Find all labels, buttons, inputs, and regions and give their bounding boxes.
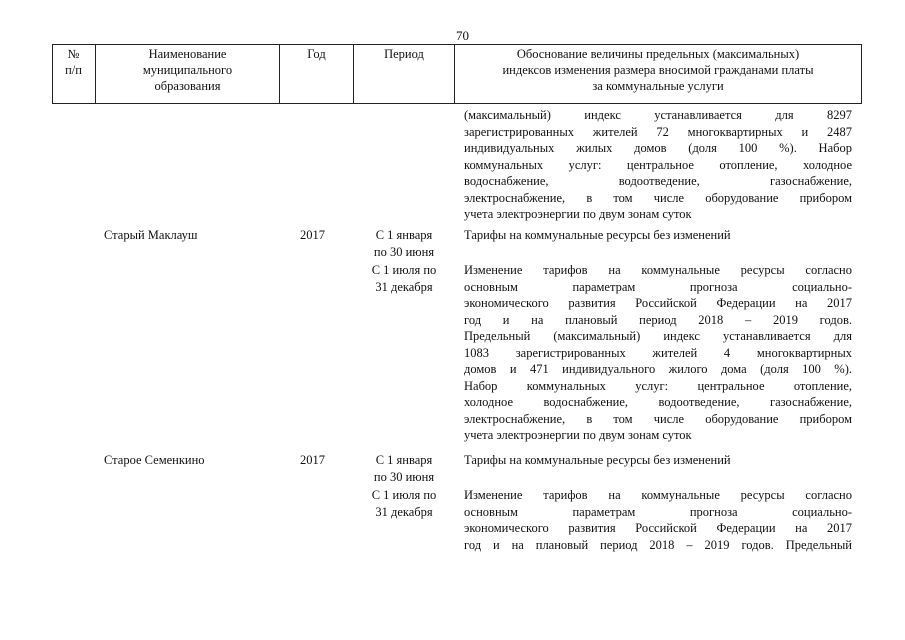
row-period-second-half: С 1 июля по 31 декабря — [371, 263, 437, 294]
header-top-border — [52, 44, 862, 45]
header-justification: Обоснование величины предельных (максимальных) индексов изменения размера вносимой гражданами платы за коммунальные услуги — [502, 47, 814, 93]
row-tariff-unchanged: Тарифы на коммунальные ресурсы без изменений — [464, 228, 731, 242]
row-year: 2017 — [300, 453, 325, 467]
row-municipality-name: Старое Семенкино — [104, 453, 205, 467]
header-period: Период — [384, 47, 424, 61]
row-justification-text: Изменение тарифов на коммунальные ресурсы согласно основным параметрам прогноза социально- экономического развития Российской Федерации на 2017 год и на плановый период 2018 – 2019 годов. Предельный (максимальный) индекс устанавливается для 1083 зарегистрированных жителей 4 многоквартирных домов и 471 индивидуального жилого дома (доля 100 %). Набор коммунальных услуг: центральное отопление, холодное водоснабжение, водоотведение, газоснабжение, электроснабжение, в том числе оборудование прибором учета электроэнергии по двум зонам суток — [464, 263, 852, 442]
header-municipality: Наименование муниципального образования — [142, 47, 233, 93]
page-number: 70 — [456, 28, 469, 43]
header-year: Год — [307, 47, 326, 61]
row-period-first-half: С 1 января по 30 июня — [373, 453, 435, 484]
table-header — [52, 44, 862, 104]
row-municipality-name: Старый Маклауш — [104, 228, 198, 242]
header-number: № п/п — [65, 47, 82, 77]
row-period-second-half: С 1 июля по 31 декабря — [371, 488, 437, 519]
row-year: 2017 — [300, 228, 325, 242]
continuation-text: (максимальный) индекс устанавливается для 8297 зарегистрированных жителей 72 многоквартирных и 2487 индивидуальных жилых домов (доля 100 %). Набор коммунальных услуг: центральное отопление, холодное водоснабжение, водоотведение, газоснабжение, электроснабжение, в том числе оборудование прибором учета электроэнергии по двум зонам суток — [464, 108, 852, 221]
header-divider — [861, 44, 862, 104]
row-justification-text: Изменение тарифов на коммунальные ресурсы согласно основным параметрам прогноза социально- экономического развития Российской Федерации на 2017 год и на плановый период 2018 – 2019 годов. Предельный — [464, 488, 852, 552]
row-period-first-half: С 1 января по 30 июня — [373, 228, 435, 259]
row-tariff-unchanged: Тарифы на коммунальные ресурсы без изменений — [464, 453, 731, 467]
header-bottom-border — [52, 103, 862, 104]
